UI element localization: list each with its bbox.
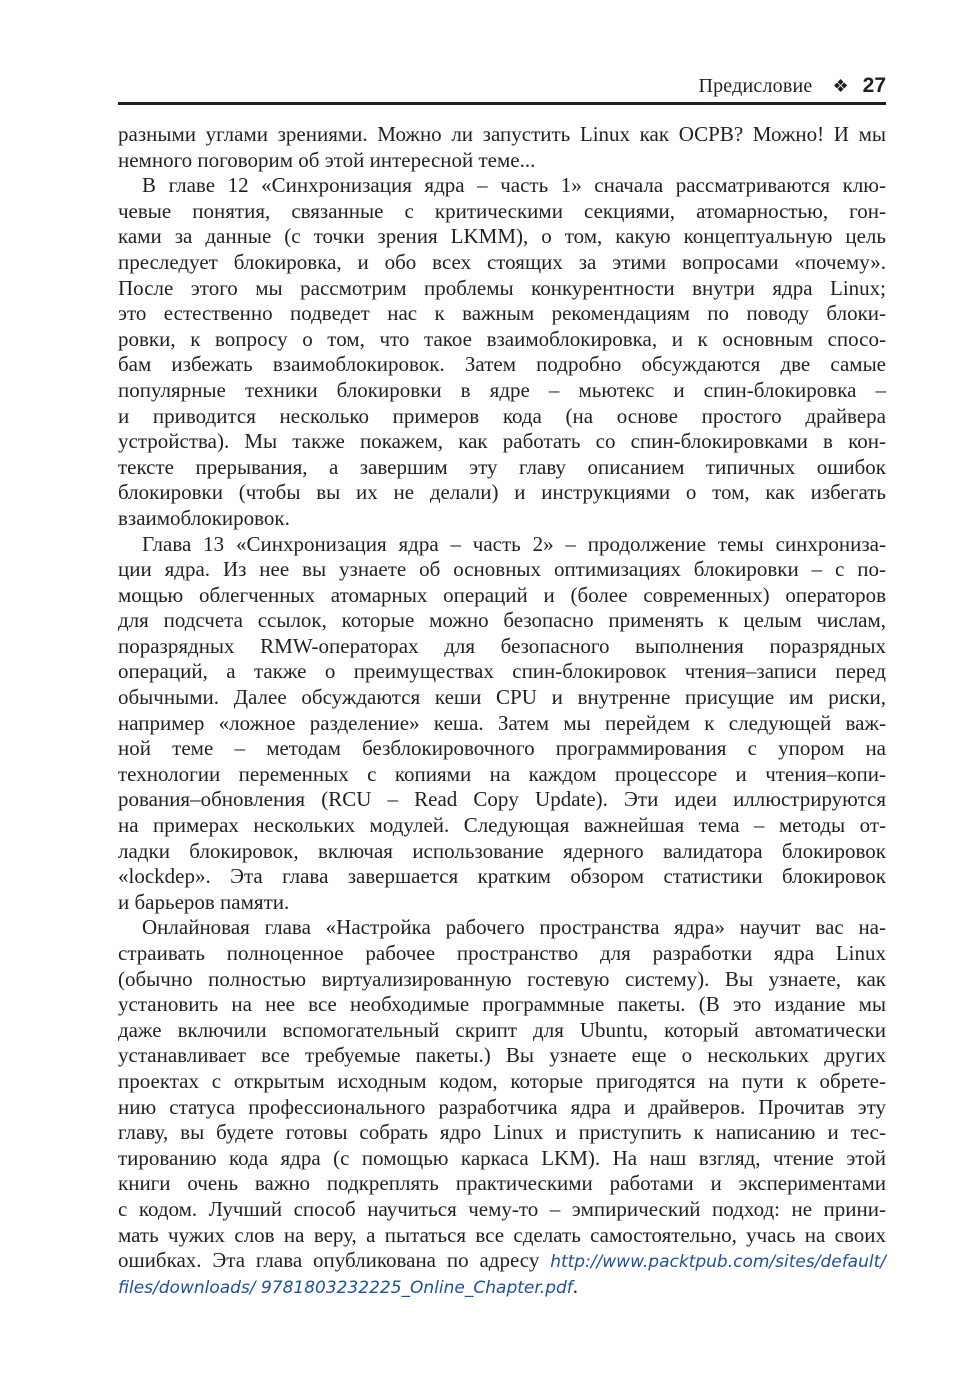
- text-line: (обычно полностью виртуализированную гостевую систему). Вы узнаете, как: [118, 966, 886, 991]
- text-line: [118, 1248, 886, 1274]
- text-line: на примерах нескольких модулей. Следующая важнейшая тема – методы от-: [118, 813, 886, 838]
- text-line: главу, вы будете готовы собрать ядро Linux и приступить к написанию и тес-: [118, 1120, 886, 1145]
- text-run: ошибках. Эта глава опубликована по адресу: [118, 1248, 551, 1273]
- text-line: популярные техники блокировки в ядре – мьютекс и спин-блокировка –: [118, 377, 886, 402]
- text-line: преследует блокировка, и обо всех стоящих за этими вопросами «почему».: [118, 249, 886, 274]
- text-line: ками за данные (с точки зрения LKMM), о том, какую концептуальную цель: [118, 224, 886, 249]
- text-line: это естественно подведет нас к важным рекомендациям по поводу блоки-: [118, 301, 886, 326]
- text-line: и приводится несколько примеров кода (на основе простого драйвера: [118, 403, 886, 428]
- online-chapter-link-continued[interactable]: files/downloads/ 9781803232225_Online_Chapter.pdf: [118, 1277, 573, 1298]
- text-line: блокировки (чтобы вы их не делали) и инструкциями о том, как избегать: [118, 480, 886, 505]
- page-number: 27: [862, 74, 886, 97]
- text-line: и барьеров памяти.: [118, 889, 290, 914]
- text-line: Онлайновая глава «Настройка рабочего пространства ядра» научит вас на-: [142, 915, 886, 940]
- text-line: чевые понятия, связанные с критическими секциями, атомарностью, гон-: [118, 198, 886, 223]
- text-line: ровки, к вопросу о том, что такое взаимоблокировка, и к основным спосо-: [118, 326, 886, 351]
- text-line: технологии переменных с копиями на каждом процессоре и чтения–копи-: [118, 761, 886, 786]
- text-line: установить на нее все необходимые программные пакеты. (В это издание мы: [118, 992, 886, 1017]
- running-header: [118, 74, 886, 102]
- body-text: [118, 122, 886, 1299]
- text-line: операций, а также о преимуществах спин-блокировок чтения–записи перед: [118, 659, 886, 684]
- text-line: После этого мы рассмотрим проблемы конкурентности внутри ядра Linux;: [118, 275, 886, 300]
- text-line: «lockdep». Эта глава завершается кратким обзором статистики блокировок: [118, 864, 886, 889]
- header-rule: [118, 102, 886, 105]
- text-line: мать чужих слов на веру, а пытаться все сделать самостоятельно, учась на своих: [118, 1222, 886, 1247]
- text-line: нию статуса профессионального разработчика ядра и драйверов. Прочитав эту: [118, 1094, 886, 1119]
- text-line: ции ядра. Из нее вы узнаете об основных оптимизациях блокировки – с по-: [118, 557, 886, 582]
- ornament-icon: ❖: [832, 76, 849, 96]
- section-title: Предисловие: [698, 75, 813, 97]
- text-line: для подсчета ссылок, которые можно безопасно применять к целым числам,: [118, 608, 886, 633]
- text-line: Глава 13 «Синхронизация ядра – часть 2» – продолжение темы синхрониза-: [142, 531, 886, 556]
- text-line: устанавливает все требуемые пакеты.) Вы узнаете еще о нескольких других: [118, 1043, 886, 1068]
- text-line: книги очень важно подкреплять практическими работами и экспериментами: [118, 1171, 886, 1196]
- text-line: [118, 1274, 886, 1300]
- text-line: бам избежать взаимоблокировок. Затем подробно обсуждаются две самые: [118, 352, 886, 377]
- text-line: рования–обновления (RCU – Read Copy Update). Эти идеи иллюстрируются: [118, 787, 886, 812]
- text-line: тированию кода ядра (с помощью каркаса LKM). На наш взгляд, чтение этой: [118, 1145, 886, 1170]
- text-line: даже включили вспомогательный скрипт для Ubuntu, который автоматически: [118, 1017, 886, 1042]
- text-line: тексте прерывания, а завершим эту главу описанием типичных ошибок: [118, 454, 886, 479]
- text-line: ладки блокировок, включая использование ядерного валидатора блокировок: [118, 838, 886, 863]
- text-line: В главе 12 «Синхронизация ядра – часть 1» сначала рассматриваются клю-: [142, 173, 886, 198]
- text-line: обычными. Далее обсуждаются кеши CPU и внутренне присущие им риски,: [118, 685, 886, 710]
- text-run: .: [572, 1273, 579, 1298]
- text-line: поразрядных RMW-операторах для безопасного выполнения поразрядных: [118, 633, 886, 658]
- text-line: страивать полноценное рабочее пространство для разработки ядра Linux: [118, 941, 886, 965]
- text-line: разными углами зрениями. Можно ли запустить Linux как ОСРВ? Можно! И мы: [118, 122, 886, 146]
- text-line: ной теме – методам безблокировочного программирования с упором на: [118, 736, 886, 761]
- text-line: устройства). Мы также покажем, как работать со спин-блокировками в кон-: [118, 429, 886, 454]
- online-chapter-link[interactable]: http://www.packtpub.com/sites/default/: [550, 1252, 886, 1273]
- text-line: например «ложное разделение» кеша. Затем мы перейдем к следующей важ-: [118, 710, 886, 735]
- text-line: проектах с открытым исходным кодом, которые пригодятся на пути к обрете-: [118, 1068, 886, 1093]
- text-line: с кодом. Лучший способ научиться чему-то – эмпирический подход: не прини-: [118, 1196, 886, 1221]
- text-line: взаимоблокировок.: [118, 505, 290, 530]
- text-line: мощью облегченных атомарных операций и (более современных) операторов: [118, 582, 886, 607]
- text-line: немного поговорим об этой интересной теме...: [118, 147, 536, 172]
